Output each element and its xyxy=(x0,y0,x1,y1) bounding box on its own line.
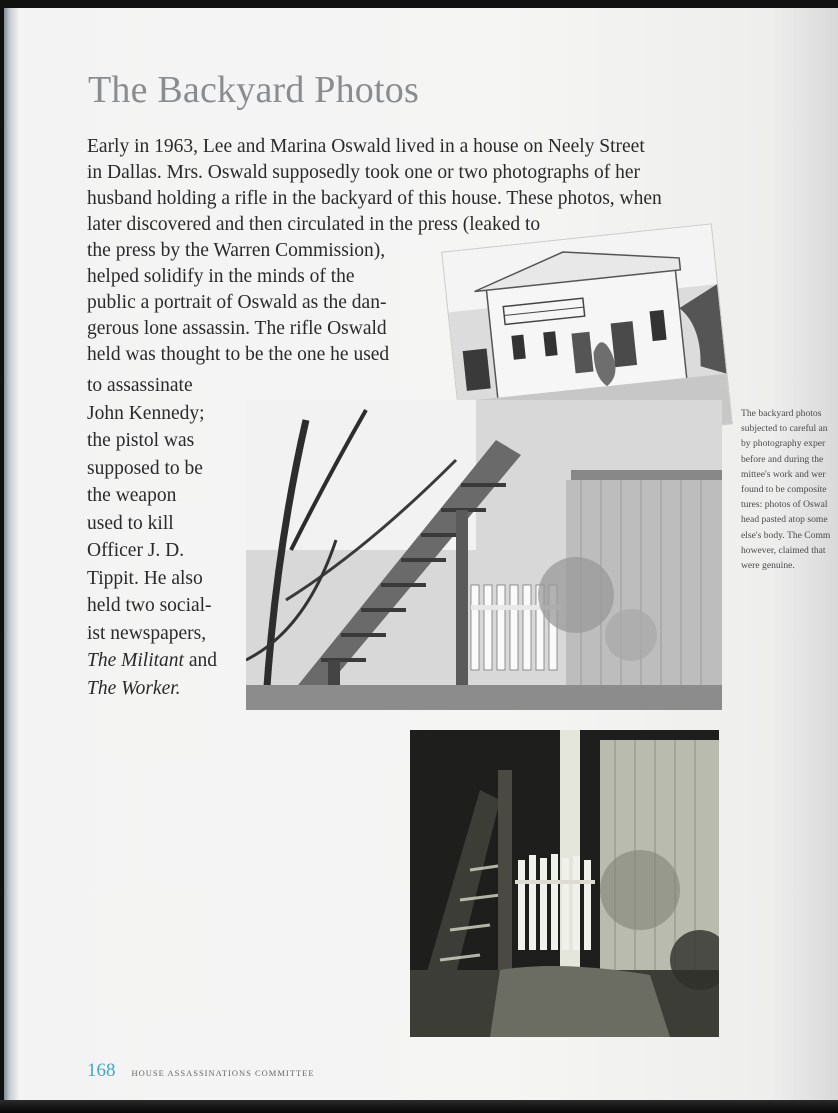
body-line: the weapon xyxy=(87,485,177,506)
caption-line: head pasted atop some xyxy=(741,514,828,526)
body-line: in Dallas. Mrs. Oswald supposedly took one or two photographs of her xyxy=(87,162,640,183)
body-line: ist newspapers, xyxy=(87,622,207,644)
body-line: Tippit. He also xyxy=(87,567,203,589)
caption-line: subjected to careful an xyxy=(741,423,828,435)
caption-line: before and during the xyxy=(741,453,824,465)
body-line: held two social- xyxy=(87,595,212,616)
body-line: to assassinate xyxy=(87,375,193,396)
conjunction: and xyxy=(188,650,217,671)
running-head: HOUSE ASSASSINATIONS COMMITTEE xyxy=(131,1068,315,1078)
page-footer xyxy=(87,1060,315,1082)
caption-line: by photography exper xyxy=(741,438,826,450)
body-line: later discovered and then circulated in the press (leaked to xyxy=(87,214,541,235)
backyard-staircase-photo xyxy=(246,400,722,710)
body-line: helped solidify in the minds of the xyxy=(87,266,355,287)
caption-line: however, claimed that xyxy=(741,544,826,556)
page-binding-edge xyxy=(4,8,18,1100)
body-line: Early in 1963, Lee and Marina Oswald lived in a house on Neely Street xyxy=(87,136,645,157)
body-line: held was thought to be the one he used xyxy=(87,344,390,365)
newspaper-title-worker: The Worker. xyxy=(87,677,181,699)
newspaper-title-militant: The Militant xyxy=(87,650,184,671)
caption-line: tures: photos of Oswal xyxy=(741,499,828,511)
body-line: the press by the Warren Commission), xyxy=(87,240,386,261)
page-title: The Backyard Photos xyxy=(88,69,419,111)
book-page xyxy=(4,8,838,1100)
body-line: husband holding a rifle in the backyard of this house. These photos, when xyxy=(87,188,662,209)
caption-line: else's body. The Comm xyxy=(741,529,831,541)
body-line xyxy=(87,675,217,703)
body-line: gerous lone assassin. The rifle Oswald xyxy=(87,318,387,339)
body-line: public a portrait of Oswald as the dan- xyxy=(87,292,387,313)
body-paragraph-narrow xyxy=(87,372,217,702)
body-paragraph-full xyxy=(87,134,662,238)
photo-caption xyxy=(741,406,838,573)
page-number: 168 xyxy=(87,1060,116,1081)
caption-line: were genuine. xyxy=(741,560,795,572)
body-line: John Kennedy; xyxy=(87,402,205,424)
body-paragraph-mid xyxy=(87,238,389,368)
body-line: supposed to be xyxy=(87,457,203,479)
body-line-newspapers xyxy=(87,647,217,675)
caption-line: found to be composite xyxy=(741,484,827,496)
body-line: Officer J. D. xyxy=(87,540,185,561)
book-bottom-edge xyxy=(0,1100,838,1113)
caption-line: mittee's work and wer xyxy=(741,468,826,480)
body-line: the pistol was xyxy=(87,430,195,451)
caption-line: The backyard photos xyxy=(741,408,822,419)
body-line: used to kill xyxy=(87,512,174,534)
backyard-gate-photo xyxy=(410,730,719,1037)
